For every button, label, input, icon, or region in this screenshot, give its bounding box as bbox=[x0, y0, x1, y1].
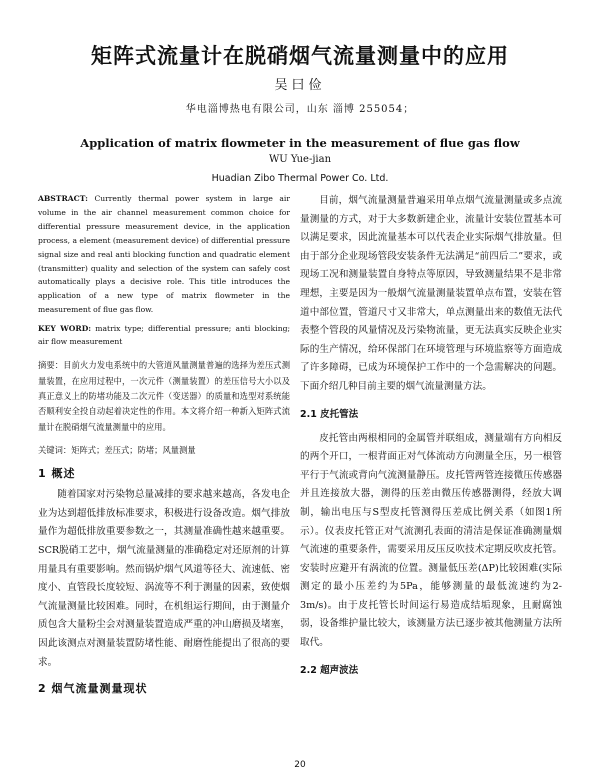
keywords-label: KEY WORD: bbox=[38, 324, 92, 334]
section-2-body: 目前，烟气流量测量普遍采用单点烟气流量测量或多点流量测量的方式，对于大多数新建企业，流量计安装位置基本可以满足要求，因此流量基本可以代表企业实际烟气排放量。但由于部分企业现场管段安装条件无法满足“前四后二”要求，或现场工况和测量装置自身特点等原因，导致测量结果不是非常理想，主要是因为一般烟气流量测量装置单点布置，安装在管道中部位置，管道尺寸又非常大，单点测量出来的数值无法代表整个管段的风量情况及污染物流量，更无法真实反映企业实际的生产情况，给环保部门在环境管理与环境监察等方面造成了许多障碍，已成为环境保护工作中的一个急需解决的问题。下面介绍几种目前主要的烟气流量测量方法。 bbox=[300, 195, 562, 392]
author-english: WU Yue-jian bbox=[268, 154, 332, 165]
affiliation-chinese: 华电淄博热电有限公司，山东 淄博 255054； bbox=[185, 104, 415, 115]
section-1-body: 随着国家对污染物总量减排的要求越来越高，各发电企业为达到超低排放标准要求，积极进行设备改造。烟气排放量作为超低排放重要参数之一，其测量准确性越来越重要。SCR脱硝工艺中，烟气流量测量的准确稳定对还原剂的计算用量具有重要影响。然而锅炉烟气风道等径大、流速低、密度小、直管段长度较短、涡流等不利于测量的因素，致使烟气流量测量比较困难。同时，在机组运行期间，由于测量介质包含大量粉尘会对测量装置造成严重的冲山磨损及堵塞，因此该测点对测量装置防堵性能、耐磨性能提出了很高的要求。 bbox=[38, 489, 290, 668]
section-2-1-body: 皮托管由两根相同的金属管并联组成，测量端有方向相反的两个开口，一根背面正对气体流动方向测量全压，另一根管平行于气流或背向气流测量静压。皮托管两管连接微压传感器并且连接放大器，测得的压差由微压传感器测得，经放大调制，输出电压与S型皮托管测得压差成比例关系（如图1所示）。仪表皮托管正对气流测孔表面的清洁是保证准确测量烟气流速的重要条件，需要采用反压反吹技术定期反吹皮托管。安装时应避开有涡流的位置。测量低压差(ΔP)比较困难(实际测定的最小压差约为5Pa，能够测量的最低流速约为2-3m/s)。由于皮托管长时间运行易造成结垢现象，且耐腐蚀弱，设备维护量比较大，该测量方法已逐步被其他测量方法所取代。 bbox=[300, 432, 562, 649]
keywords-english bbox=[38, 323, 290, 348]
right-column bbox=[300, 192, 562, 686]
section-2-2-heading: 2.2 超声波法 bbox=[300, 664, 359, 676]
affiliation-english: Huadian Zibo Thermal Power Co. Ltd. bbox=[211, 173, 389, 184]
abstract-chinese: 摘要：目前火力发电系统中的大管道风量测量普遍的选择为差压式测量装置，在应用过程中，一次元件（测量装置）的差压信号大小以及真正意义上的防堵功能及二次元件（变送器）的质量和选型对系统能否顺利安全投自动起着决定性的作用。本文将介绍一种新入矩阵式流量计在脱硝烟气流量测量中的应用。 bbox=[38, 360, 290, 432]
abstract-label: ABSTRACT: bbox=[38, 194, 88, 203]
abstract-english bbox=[38, 192, 290, 317]
keywords-chinese: 关键词：矩阵式；差压式；防堵；风量测量 bbox=[38, 445, 196, 456]
keywords-text: matrix type; differential pressure; anti blocking; air flow measurement bbox=[38, 324, 291, 346]
author-chinese: 吴曰俭 bbox=[274, 78, 326, 93]
section-2-heading: 2 烟气流量测量现状 bbox=[38, 682, 148, 696]
paper-title-english: Application of matrix flowmeter in the measurement of flue gas flow bbox=[80, 136, 520, 150]
section-2-1-heading: 2.1 皮托管法 bbox=[300, 408, 359, 420]
paper-title: 矩阵式流量计在脱硝烟气流量测量中的应用 bbox=[91, 44, 509, 68]
abstract-text: Currently thermal power system in large air volume in the air channel measurement common choice for differential pressure measurement device, in the application process, a element (measurement device) of differential pressure signal size and real anti blocking function and quadratic element (transmitter) quality and selection of the system can safely cost automatically plays a decisive role. This title introduces the application of a new type of matrix flowmeter in the measurement of flue gas flow. bbox=[38, 194, 290, 315]
left-column bbox=[38, 192, 290, 701]
section-1-heading: 1 概述 bbox=[38, 467, 76, 481]
page-number: 20 bbox=[294, 760, 306, 770]
